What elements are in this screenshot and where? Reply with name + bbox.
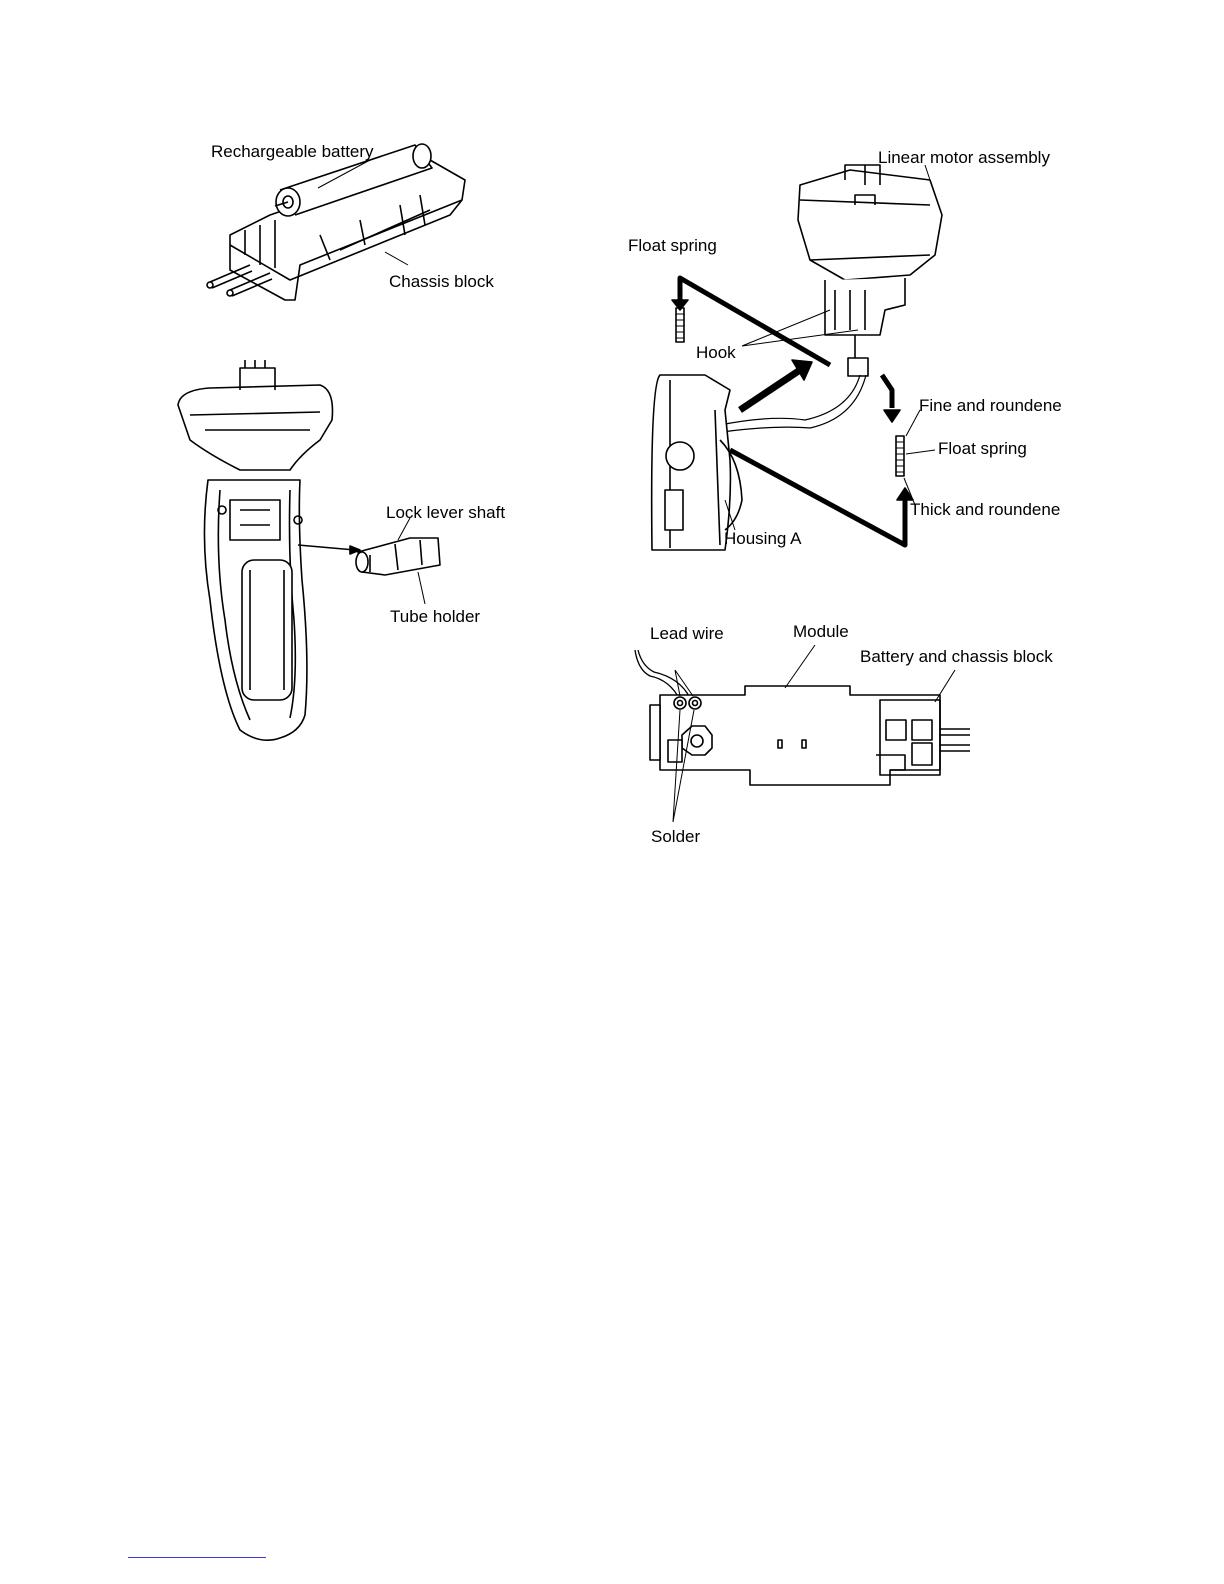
rechargeable-battery-label: Rechargeable battery [211, 142, 374, 161]
lock-lever-shaft-label: Lock lever shaft [386, 503, 506, 522]
handle-illustration [170, 360, 510, 750]
tube-holder-label: Tube holder [390, 607, 481, 626]
lead-wire-label: Lead wire [650, 624, 724, 643]
fine-and-roundene-label: Fine and roundene [919, 396, 1062, 415]
footer-rule [128, 1557, 266, 1558]
linear-motor-assembly-label: Linear motor assembly [878, 148, 1050, 167]
float-spring-left-label: Float spring [628, 236, 717, 255]
thick-and-roundene-label: Thick and roundene [910, 500, 1061, 519]
module-label: Module [793, 622, 849, 641]
chassis-block-label: Chassis block [389, 272, 494, 291]
housing-a-label: Housing A [724, 529, 802, 548]
battery-chassis-illustration [200, 140, 520, 320]
module-illustration [630, 640, 980, 830]
battery-and-chassis-block-label: Battery and chassis block [860, 647, 1053, 666]
solder-label: Solder [651, 827, 701, 846]
float-spring-right-label: Float spring [938, 439, 1027, 458]
hook-label: Hook [696, 343, 736, 362]
